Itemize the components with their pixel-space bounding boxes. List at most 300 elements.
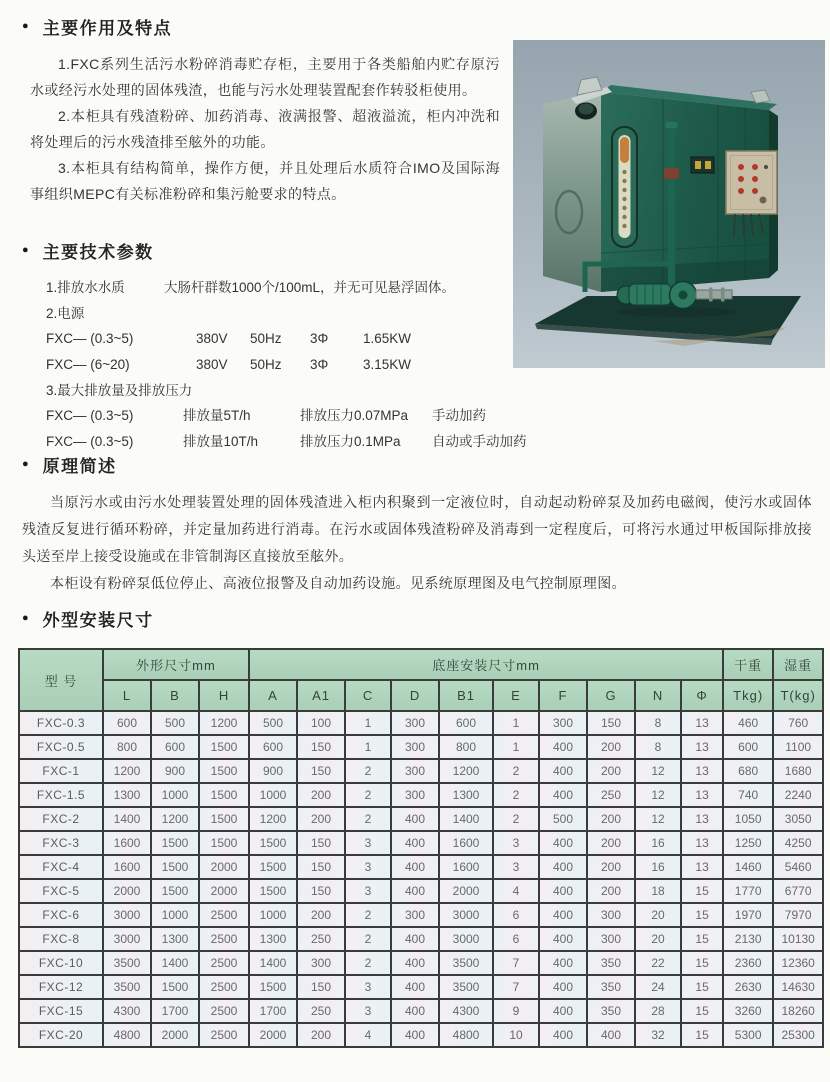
value-cell: 2: [345, 951, 391, 975]
value-cell: 32: [635, 1023, 681, 1047]
value-cell: 1300: [103, 783, 151, 807]
table-row: [19, 759, 823, 783]
value-cell: 1000: [151, 903, 199, 927]
value-cell: 7970: [773, 903, 823, 927]
value-cell: 13: [681, 711, 723, 735]
value-cell: 200: [587, 855, 635, 879]
value-cell: 200: [587, 807, 635, 831]
value-cell: 1300: [439, 783, 493, 807]
model-cell: FXC-8: [19, 927, 103, 951]
table-row: [19, 783, 823, 807]
value-cell: 24: [635, 975, 681, 999]
value-cell: 1: [493, 711, 539, 735]
section-tech-params: [22, 238, 527, 455]
value-cell: 4300: [103, 999, 151, 1023]
value-cell: 400: [391, 879, 439, 903]
section-title-tech: 主要技术参数: [42, 243, 154, 262]
value-cell: 350: [587, 975, 635, 999]
section-principle: [22, 452, 812, 597]
value-cell: 4: [345, 1023, 391, 1047]
value-cell: 9: [493, 999, 539, 1023]
value-cell: 1250: [723, 831, 773, 855]
power-spec-rows: [46, 326, 522, 378]
table-row: [19, 903, 823, 927]
value-cell: 400: [539, 735, 587, 759]
value-cell: 460: [723, 711, 773, 735]
value-cell: 300: [297, 951, 345, 975]
value-cell: 150: [297, 855, 345, 879]
header-model: 型 号: [19, 649, 103, 711]
value-cell: 600: [439, 711, 493, 735]
value-cell: 2000: [199, 855, 249, 879]
value-cell: 400: [391, 1023, 439, 1047]
header-sub-col: B: [151, 680, 199, 711]
table-row: [19, 927, 823, 951]
discharge-spec-row: [46, 403, 522, 429]
value-cell: 1700: [249, 999, 297, 1023]
section-heading-dimensions: [22, 606, 154, 631]
power-spec-row: [46, 326, 522, 352]
value-cell: 2000: [249, 1023, 297, 1047]
value-cell: 680: [723, 759, 773, 783]
value-cell: 2500: [199, 927, 249, 951]
value-cell: 2360: [723, 951, 773, 975]
value-cell: 200: [587, 735, 635, 759]
discharge-spec-rows: [46, 403, 527, 455]
value-cell: 14630: [773, 975, 823, 999]
value-cell: 6770: [773, 879, 823, 903]
value-cell: 13: [681, 831, 723, 855]
value-cell: 250: [587, 783, 635, 807]
table-row: [19, 999, 823, 1023]
value-cell: 5300: [723, 1023, 773, 1047]
value-cell: 1700: [151, 999, 199, 1023]
value-cell: 2: [493, 783, 539, 807]
value-cell: 150: [297, 975, 345, 999]
value-cell: 900: [249, 759, 297, 783]
value-cell: 350: [587, 999, 635, 1023]
value-cell: 13: [681, 783, 723, 807]
value-cell: 18: [635, 879, 681, 903]
value-cell: 4800: [439, 1023, 493, 1047]
bullet-icon: ●: [22, 612, 29, 624]
value-cell: 150: [297, 759, 345, 783]
value-cell: 4: [493, 879, 539, 903]
value-cell: 2130: [723, 927, 773, 951]
value-cell: 400: [391, 831, 439, 855]
value-cell: 3: [345, 975, 391, 999]
model-cell: FXC-20: [19, 1023, 103, 1047]
value-cell: 400: [539, 1023, 587, 1047]
product-photo: [513, 40, 825, 368]
value-cell: 3500: [103, 951, 151, 975]
model-cell: FXC-0.5: [19, 735, 103, 759]
value-cell: 300: [539, 711, 587, 735]
table-row: [19, 807, 823, 831]
value-cell: 1460: [723, 855, 773, 879]
spec-cell: 自动或手动加药: [432, 434, 527, 449]
value-cell: 1000: [249, 783, 297, 807]
value-cell: 1600: [439, 831, 493, 855]
value-cell: 1500: [151, 975, 199, 999]
principle-paragraphs: [22, 489, 812, 597]
model-cell: FXC-12: [19, 975, 103, 999]
value-cell: 3: [345, 999, 391, 1023]
header-sub-col: F: [539, 680, 587, 711]
value-cell: 250: [297, 999, 345, 1023]
value-cell: 150: [297, 831, 345, 855]
value-cell: 8: [635, 711, 681, 735]
value-cell: 1500: [199, 807, 249, 831]
value-cell: 1050: [723, 807, 773, 831]
value-cell: 300: [391, 759, 439, 783]
tank-photo-illustration: [513, 40, 825, 368]
header-sub-col: D: [391, 680, 439, 711]
spec-cell: 3Φ: [310, 357, 329, 372]
feature-paragraph: 1.FXC系列生活污水粉碎消毒贮存柜，主要用于各类船舶内贮存原污水或经污水处理的固体残渣，也能与污水处理装置配套作转驳柜使用。: [30, 56, 500, 98]
value-cell: 150: [587, 711, 635, 735]
value-cell: 400: [539, 927, 587, 951]
value-cell: 2: [345, 927, 391, 951]
value-cell: 400: [539, 951, 587, 975]
header-sub-col: N: [635, 680, 681, 711]
value-cell: 2500: [199, 903, 249, 927]
value-cell: 1100: [773, 735, 823, 759]
value-cell: 150: [297, 879, 345, 903]
value-cell: 2500: [199, 951, 249, 975]
value-cell: 15: [681, 1023, 723, 1047]
spec-cell: 380V: [196, 331, 228, 346]
value-cell: 1400: [103, 807, 151, 831]
model-cell: FXC-15: [19, 999, 103, 1023]
value-cell: 200: [587, 879, 635, 903]
value-cell: 4250: [773, 831, 823, 855]
spec-cell: 3Φ: [310, 331, 329, 346]
value-cell: 1500: [151, 879, 199, 903]
bullet-icon: ●: [22, 458, 29, 470]
value-cell: 1500: [151, 831, 199, 855]
power-spec-row: [46, 352, 522, 378]
value-cell: 1200: [151, 807, 199, 831]
value-cell: 4800: [103, 1023, 151, 1047]
spec-cell: FXC— (0.3~5): [46, 408, 134, 423]
value-cell: 1000: [151, 783, 199, 807]
name-plate: [691, 157, 714, 173]
value-cell: 2: [345, 759, 391, 783]
value-cell: 2: [345, 903, 391, 927]
model-cell: FXC-4: [19, 855, 103, 879]
discharge-section-label: 3.最大排放量及排放压力: [46, 383, 193, 398]
value-cell: 1400: [439, 807, 493, 831]
header-wet-weight: 湿重: [773, 649, 823, 680]
section-heading-tech: [22, 238, 522, 263]
value-cell: 300: [391, 711, 439, 735]
feature-paragraph: 2.本柜具有残渣粉碎、加药消毒、液满报警、超液溢流，柜内冲洗和将处理后的污水残渣排至舷外的功能。: [30, 108, 500, 150]
value-cell: 300: [391, 903, 439, 927]
model-cell: FXC-6: [19, 903, 103, 927]
value-cell: 10130: [773, 927, 823, 951]
value-cell: 3: [493, 831, 539, 855]
model-cell: FXC-1.5: [19, 783, 103, 807]
dimensions-table-wrap: [18, 648, 824, 1048]
header-sub-col: B1: [439, 680, 493, 711]
value-cell: 400: [391, 855, 439, 879]
value-cell: 500: [151, 711, 199, 735]
value-cell: 400: [539, 783, 587, 807]
model-cell: FXC-3: [19, 831, 103, 855]
table-row: [19, 879, 823, 903]
value-cell: 1300: [151, 927, 199, 951]
value-cell: 3050: [773, 807, 823, 831]
section-title-principle: 原理简述: [42, 457, 117, 476]
spec-cell: 排放压力0.07MPa: [300, 408, 409, 423]
value-cell: 13: [681, 855, 723, 879]
value-cell: 1600: [103, 831, 151, 855]
value-cell: 6: [493, 903, 539, 927]
value-cell: 2000: [439, 879, 493, 903]
value-cell: 20: [635, 927, 681, 951]
header-sub-col: Φ: [681, 680, 723, 711]
value-cell: 400: [539, 879, 587, 903]
value-cell: 1500: [199, 735, 249, 759]
header-sub-col: G: [587, 680, 635, 711]
value-cell: 400: [391, 999, 439, 1023]
section-heading-features: [22, 14, 500, 39]
value-cell: 250: [297, 927, 345, 951]
value-cell: 300: [391, 783, 439, 807]
principle-paragraph: 本柜设有粉碎泵低位停止、高液位报警及自动加药设施。见系统原理图及电气控制原理图。: [50, 575, 626, 591]
value-cell: 2500: [199, 999, 249, 1023]
table-row: [19, 831, 823, 855]
value-cell: 20: [635, 903, 681, 927]
value-cell: 1200: [199, 711, 249, 735]
value-cell: 6: [493, 927, 539, 951]
spec-label: 1.排放水水质: [46, 280, 125, 295]
value-cell: 400: [539, 903, 587, 927]
value-cell: 500: [539, 807, 587, 831]
dimensions-table-body: [19, 711, 823, 1047]
value-cell: 4300: [439, 999, 493, 1023]
value-cell: 1: [493, 735, 539, 759]
value-cell: 2240: [773, 783, 823, 807]
table-row: [19, 855, 823, 879]
feature-paragraph: 3.本柜具有结构简单，操作方便，并且处理后水质符合IMO及国际海事组织MEPC有关标准粉碎和集污舱要求的特点。: [30, 160, 500, 202]
value-cell: 2000: [103, 879, 151, 903]
value-cell: 1970: [723, 903, 773, 927]
value-cell: 10: [493, 1023, 539, 1047]
value-cell: 1500: [199, 759, 249, 783]
model-cell: FXC-0.3: [19, 711, 103, 735]
header-sub-col: Tkg): [723, 680, 773, 711]
value-cell: 1000: [249, 903, 297, 927]
value-cell: 200: [587, 759, 635, 783]
value-cell: 300: [391, 735, 439, 759]
value-cell: 400: [391, 927, 439, 951]
value-cell: 3500: [439, 975, 493, 999]
spec-cell: 排放量5T/h: [183, 408, 251, 423]
water-quality-row: [46, 275, 522, 301]
value-cell: 3: [493, 855, 539, 879]
value-cell: 2: [345, 807, 391, 831]
value-cell: 1500: [199, 831, 249, 855]
table-row: [19, 1023, 823, 1047]
model-cell: FXC-2: [19, 807, 103, 831]
spec-cell: FXC— (0.3~5): [46, 331, 134, 346]
spec-cell: 排放压力0.1MPa: [300, 434, 401, 449]
value-cell: 740: [723, 783, 773, 807]
value-cell: 12: [635, 759, 681, 783]
value-cell: 400: [539, 831, 587, 855]
value-cell: 3000: [439, 903, 493, 927]
header-sub-col: E: [493, 680, 539, 711]
header-outer-dims: 外形尺寸mm: [103, 649, 249, 680]
value-cell: 2: [345, 783, 391, 807]
value-cell: 1: [345, 735, 391, 759]
dimensions-table: [18, 648, 824, 1048]
value-cell: 200: [297, 1023, 345, 1047]
bullet-icon: ●: [22, 244, 29, 256]
spec-cell: FXC— (0.3~5): [46, 434, 134, 449]
spec-cell: 排放量10T/h: [183, 434, 259, 449]
value-cell: 15: [681, 999, 723, 1023]
header-sub-col: C: [345, 680, 391, 711]
value-cell: 1500: [249, 855, 297, 879]
value-cell: 13: [681, 759, 723, 783]
section-title-dimensions: 外型安装尺寸: [42, 611, 154, 630]
value-cell: 15: [681, 903, 723, 927]
value-cell: 18260: [773, 999, 823, 1023]
value-cell: 13: [681, 807, 723, 831]
value-cell: 1200: [439, 759, 493, 783]
value-cell: 12: [635, 783, 681, 807]
level-gauge: [612, 127, 637, 247]
value-cell: 200: [297, 783, 345, 807]
value-cell: 1500: [199, 783, 249, 807]
model-cell: FXC-5: [19, 879, 103, 903]
value-cell: 760: [773, 711, 823, 735]
value-cell: 200: [587, 831, 635, 855]
value-cell: 400: [391, 975, 439, 999]
value-cell: 5460: [773, 855, 823, 879]
value-cell: 400: [539, 975, 587, 999]
value-cell: 600: [151, 735, 199, 759]
value-cell: 2500: [199, 975, 249, 999]
value-cell: 2000: [151, 1023, 199, 1047]
value-cell: 3260: [723, 999, 773, 1023]
value-cell: 350: [587, 951, 635, 975]
value-cell: 1200: [103, 759, 151, 783]
value-cell: 1600: [439, 855, 493, 879]
model-cell: FXC-10: [19, 951, 103, 975]
value-cell: 400: [587, 1023, 635, 1047]
value-cell: 2000: [199, 879, 249, 903]
value-cell: 16: [635, 831, 681, 855]
features-paragraphs: [22, 51, 500, 207]
tech-params-body: [46, 275, 527, 455]
spec-cell: FXC— (6~20): [46, 357, 130, 372]
table-header: [19, 649, 823, 711]
table-row: [19, 735, 823, 759]
value-cell: 7: [493, 975, 539, 999]
section-title-features: 主要作用及特点: [42, 19, 173, 38]
value-cell: 3000: [103, 927, 151, 951]
value-cell: 3000: [103, 903, 151, 927]
header-dry-weight: 干重: [723, 649, 773, 680]
value-cell: 28: [635, 999, 681, 1023]
spec-cell: 50Hz: [250, 331, 282, 346]
value-cell: 1770: [723, 879, 773, 903]
section-heading-principle: [22, 452, 812, 477]
value-cell: 8: [635, 735, 681, 759]
value-cell: 16: [635, 855, 681, 879]
spec-cell: 手动加药: [432, 408, 486, 423]
value-cell: 12360: [773, 951, 823, 975]
value-cell: 15: [681, 951, 723, 975]
value-cell: 2: [493, 807, 539, 831]
header-sub-col: T(kg): [773, 680, 823, 711]
header-sub-col: L: [103, 680, 151, 711]
value-cell: 800: [439, 735, 493, 759]
value-cell: 3500: [439, 951, 493, 975]
value-cell: 1500: [249, 879, 297, 903]
header-sub-col: A: [249, 680, 297, 711]
value-cell: 400: [539, 999, 587, 1023]
value-cell: 400: [539, 759, 587, 783]
table-subheader-row: [19, 680, 823, 711]
header-sub-col: A1: [297, 680, 345, 711]
principle-paragraph: 当原污水或由污水处理装置处理的固体残渣进入柜内积聚到一定液位时，自动起动粉碎泵及加药电磁阀，使污水或固体残渣反复进行循环粉碎，并定量加药进行消毒。在污水或固体残渣粉碎及消毒到一定程度后，可将污水通过甲板国际排放接头送至岸上接受设施或在非管制海区直接放至舷外。: [22, 494, 812, 564]
value-cell: 150: [297, 735, 345, 759]
value-cell: 1400: [151, 951, 199, 975]
value-cell: 800: [103, 735, 151, 759]
value-cell: 12: [635, 807, 681, 831]
spec-cell: 3.15KW: [363, 357, 412, 372]
bullet-icon: ●: [22, 20, 29, 32]
value-cell: 100: [297, 711, 345, 735]
value-cell: 1680: [773, 759, 823, 783]
value-cell: 3: [345, 855, 391, 879]
header-base-dims: 底座安装尺寸mm: [249, 649, 723, 680]
value-cell: 1400: [249, 951, 297, 975]
value-cell: 1: [345, 711, 391, 735]
value-cell: 3000: [439, 927, 493, 951]
power-section-label: 2.电源: [46, 306, 85, 321]
value-cell: 2: [493, 759, 539, 783]
value-cell: 2630: [723, 975, 773, 999]
header-sub-col: H: [199, 680, 249, 711]
value-cell: 400: [391, 807, 439, 831]
value-cell: 1500: [249, 831, 297, 855]
value-cell: 400: [539, 855, 587, 879]
value-cell: 500: [249, 711, 297, 735]
spec-value: 大肠杆群数1000个/100mL，并无可见悬浮固体。: [164, 280, 456, 295]
table-row: [19, 951, 823, 975]
value-cell: 200: [297, 807, 345, 831]
value-cell: 1200: [249, 807, 297, 831]
table-row: [19, 711, 823, 735]
value-cell: 25300: [773, 1023, 823, 1047]
value-cell: 3500: [103, 975, 151, 999]
value-cell: 15: [681, 975, 723, 999]
value-cell: 200: [297, 903, 345, 927]
value-cell: 600: [249, 735, 297, 759]
spec-cell: 1.65KW: [363, 331, 412, 346]
spec-cell: 50Hz: [250, 357, 282, 372]
value-cell: 22: [635, 951, 681, 975]
model-cell: FXC-1: [19, 759, 103, 783]
value-cell: 1500: [249, 975, 297, 999]
value-cell: 300: [587, 903, 635, 927]
